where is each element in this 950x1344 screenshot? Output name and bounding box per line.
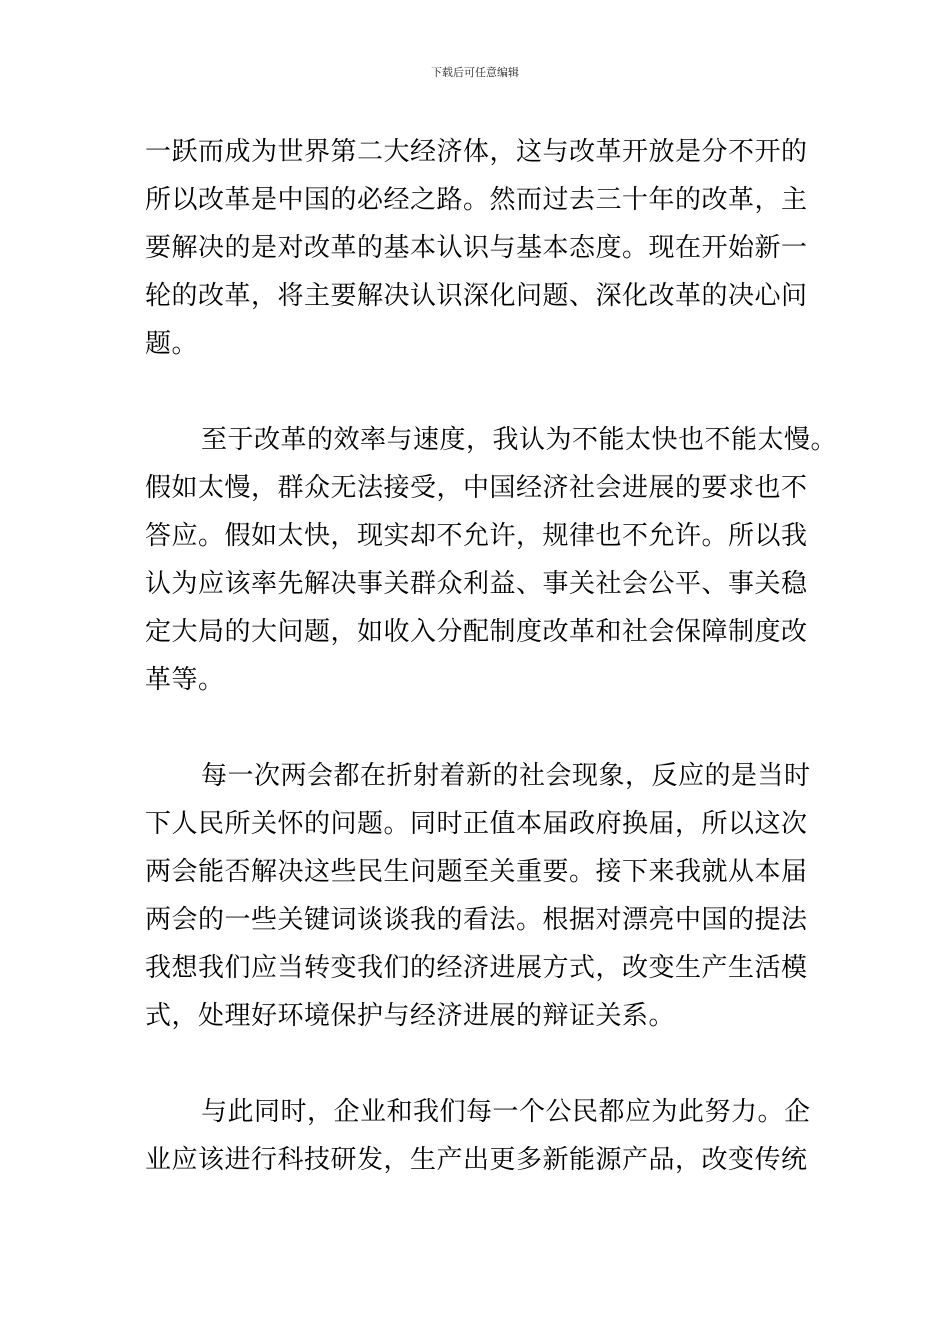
- text-line: 至于改革的效率与速度，我认为不能太快也不能太慢。: [201, 425, 838, 455]
- paragraph-gap: [145, 368, 815, 416]
- text-line: 假如太慢，群众无法接受，中国经济社会进展的要求也不: [145, 473, 808, 503]
- text-line: 定大局的大问题，如收入分配制度改革和社会保障制度改: [145, 617, 808, 647]
- text-line: 与此同时，企业和我们每一个公民都应为此努力。企: [201, 1097, 811, 1127]
- paragraph-gap: [145, 1040, 815, 1088]
- text-line: 每一次两会都在折射着新的社会现象，反应的是当时: [201, 761, 811, 791]
- text-line: 答应。假如太快，现实却不允许，规律也不允许。所以我: [145, 521, 808, 551]
- paragraph-gap: [145, 704, 815, 752]
- paragraph: [145, 128, 815, 368]
- text-line: 要解决的是对改革的基本认识与基本态度。现在开始新一: [145, 233, 808, 263]
- text-line: 一跃而成为世界第二大经济体，这与改革开放是分不开的: [145, 137, 808, 167]
- text-line: 我想我们应当转变我们的经济进展方式，改变生产生活模: [145, 953, 808, 983]
- text-line: 认为应该率先解决事关群众利益、事关社会公平、事关稳: [145, 569, 808, 599]
- page-header: 下载后可任意编辑: [431, 66, 519, 79]
- text-line: 两会能否解决这些民生问题至关重要。接下来我就从本届: [145, 857, 808, 887]
- text-line: 式，处理好环境保护与经济进展的辩证关系。: [145, 1001, 676, 1031]
- text-line: 下人民所关怀的问题。同时正值本届政府换届，所以这次: [145, 809, 808, 839]
- paragraph: [145, 752, 815, 1040]
- text-line: 题。: [145, 329, 199, 359]
- document-body: [145, 128, 838, 1184]
- text-line: 所以改革是中国的必经之路。然而过去三十年的改革，主: [145, 185, 808, 215]
- text-line: 轮的改革，将主要解决认识深化问题、深化改革的决心问: [145, 281, 808, 311]
- text-line: 业应该进行科技研发，生产出更多新能源产品，改变传统: [145, 1145, 808, 1175]
- text-line: 革等。: [145, 665, 225, 695]
- paragraph: [145, 416, 838, 704]
- text-line: 两会的一些关键词谈谈我的看法。根据对漂亮中国的提法: [145, 905, 808, 935]
- paragraph: [145, 1088, 815, 1184]
